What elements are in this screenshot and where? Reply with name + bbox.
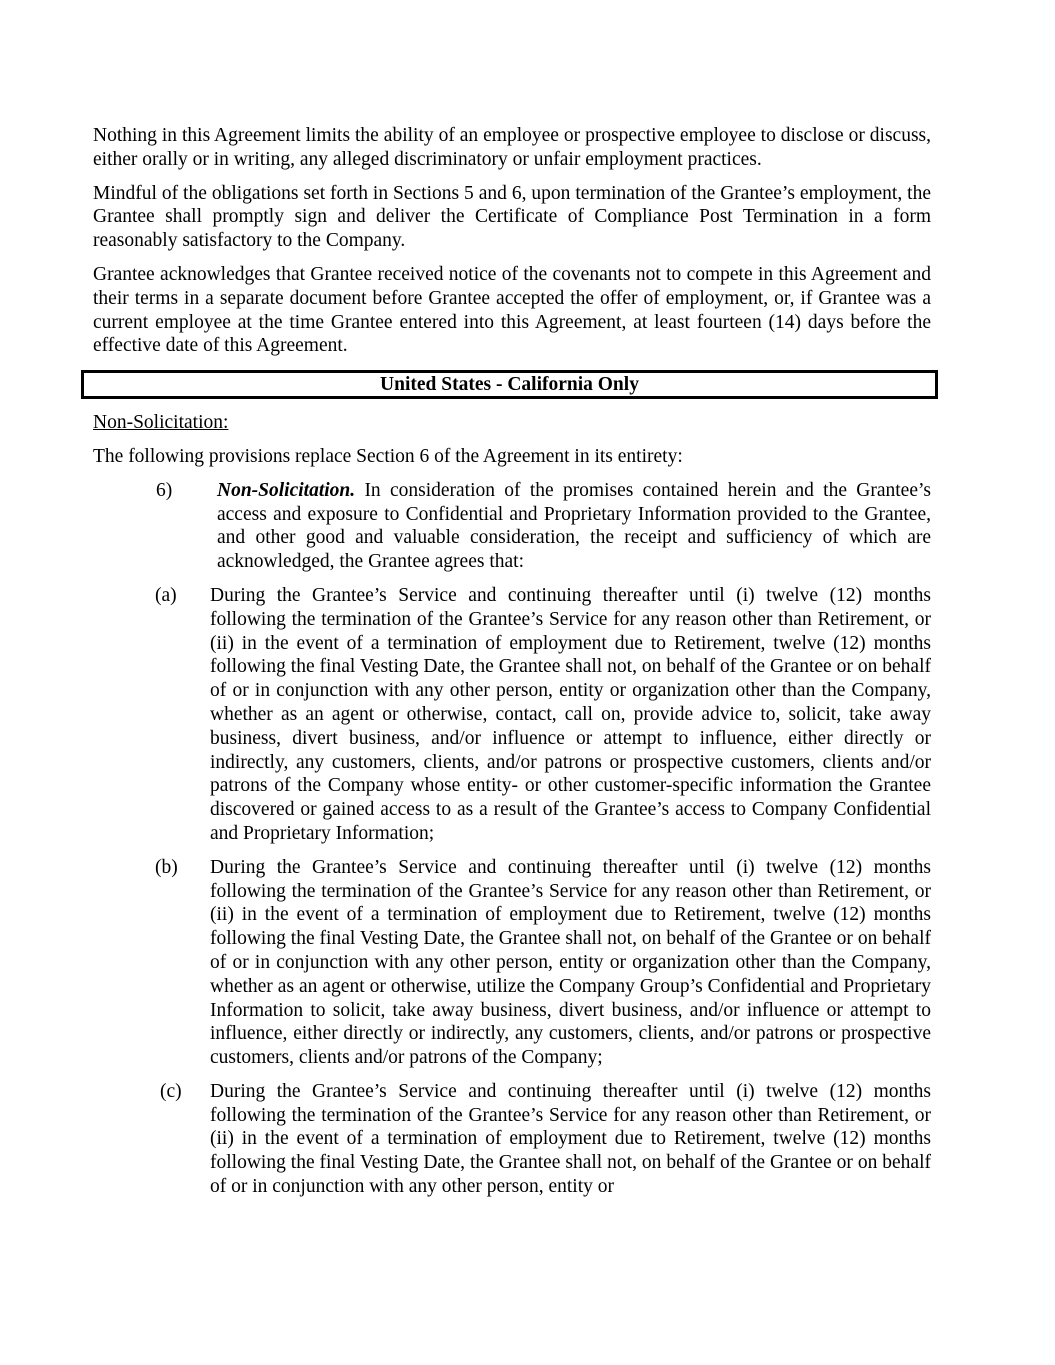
intro-paragraph: The following provisions replace Section 6 of the Agreement in its entirety: (93, 445, 683, 467)
subclause-b (93, 856, 931, 1070)
subclause-c-text: During the Grantee’s Service and continuing thereafter until (i) twelve (12) months following the termination of the Grantee’s Service for any reason other than Retirement, or (ii) in the event of a termination of employment due to Retirement, twelve (12) months following the final Vesting Date, the Grantee shall not, on behalf of the Grantee or on behalf of or in conjunction with any other person, entity or (210, 1080, 931, 1198)
subclause-a-label: (a) (155, 584, 177, 606)
section-title: United States - California Only (380, 374, 639, 396)
subclause-c (93, 1080, 931, 1199)
paragraph-notice-of-covenants: Grantee acknowledges that Grantee received notice of the covenants not to compete in this Agreement and their terms in a separate document before Grantee accepted the offer of employment, or, if Grantee was a current employee at the time Grantee entered into this Agreement, at least fourteen (14) days before the effective date of this Agreement. (93, 263, 931, 357)
document-page (93, 124, 931, 1209)
clause-6-text: In consideration of the promises contained herein and the Grantee’s access and exposure to Confidential and Proprietary Information provided to the Grantee, and other good and valuable consideration, the receipt and sufficiency of which are acknowledged, the Grantee agrees that: (217, 479, 931, 573)
clause-6 (93, 479, 931, 574)
paragraph-disclosure: Nothing in this Agreement limits the ability of an employee or prospective employee to disclose or discuss, either orally or in writing, any alleged discriminatory or unfair employment practices. (93, 125, 931, 170)
clause-6-title: Non-Solicitation. (217, 479, 356, 501)
subclause-b-text: During the Grantee’s Service and continuing thereafter until (i) twelve (12) months following the termination of the Grantee’s Service for any reason other than Retirement, or (ii) in the event of a termination of employment due to Retirement, twelve (12) months following the final Vesting Date, the Grantee shall not, on behalf of the Grantee or on behalf of or in conjunction with any other person, entity or organization other than the Company, whether as an agent or otherwise, utilize the Company Group’s Confidential and Proprietary Information to solicit, take away business, divert business, and/or influence or attempt to influence, either directly or indirectly, any customers, clients, and/or patrons or prospective customers, clients and/or patrons of the Company; (210, 856, 931, 1069)
subheading-non-solicitation: Non-Solicitation: (93, 412, 229, 434)
section-title-box (81, 370, 938, 399)
subclause-c-label: (c) (160, 1080, 182, 1102)
paragraph-certificate-of-compliance: Mindful of the obligations set forth in Sections 5 and 6, upon termination of the Grantee’s employment, the Grantee shall promptly sign and deliver the Certificate of Compliance Post Termination in a form reasonably satisfactory to the Company. (93, 182, 931, 252)
subclause-a-text: During the Grantee’s Service and continuing thereafter until (i) twelve (12) months following the termination of the Grantee’s Service for any reason other than Retirement, or (ii) in the event of a termination of employment due to Retirement, twelve (12) months following the final Vesting Date, the Grantee shall not, on behalf of the Grantee or on behalf of or in conjunction with any other person, entity or organization other than the Company, whether as an agent or otherwise, contact, call on, provide advice to, solicit, take away business, divert business, and/or influence or attempt to influence, either directly or indirectly, any customers, clients, and/or patrons or prospective customers, clients and/or patrons of the Company whose entity- or other customer-specific information the Grantee discovered or gained access to as a result of the Grantee’s access to Company Confidential and Proprietary Information; (210, 584, 931, 844)
subclause-b-label: (b) (155, 856, 178, 878)
clause-6-number: 6) (156, 479, 173, 501)
subclause-a (93, 584, 931, 846)
